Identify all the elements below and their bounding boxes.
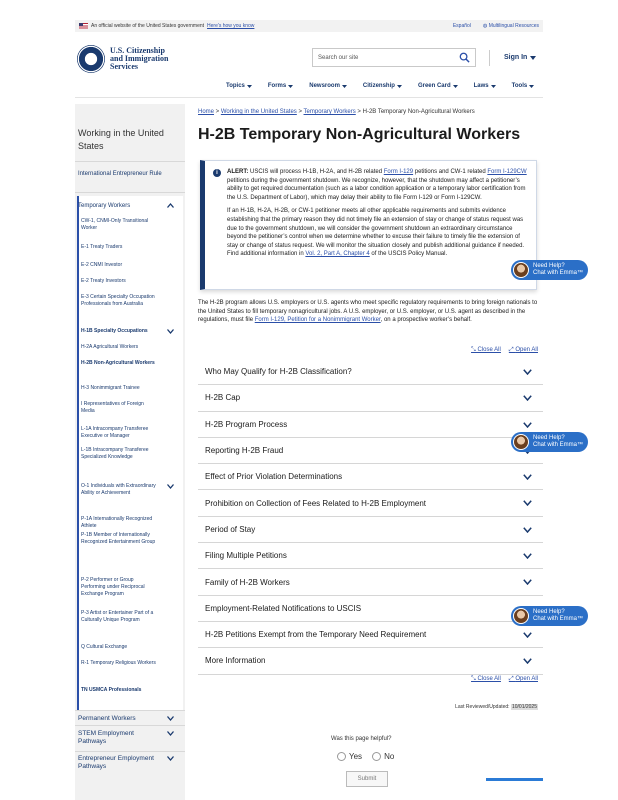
accordion-item[interactable] [198, 648, 543, 674]
last-reviewed-label: Last Reviewed/Updated: [455, 704, 510, 710]
alert-paragraph-2 [227, 207, 529, 259]
accordion-item[interactable] [198, 359, 543, 385]
nav-item-green-card[interactable] [418, 83, 458, 89]
accordion-item-title: H-2B Petitions Exempt from the Temporary Need Requirement [205, 630, 427, 640]
chevron-down-icon [523, 553, 532, 559]
sidebar-sublink[interactable]: H-3 Nonimmigrant Trainee [81, 385, 140, 391]
chat-line-1: Need Help? [533, 263, 565, 269]
chevron-down-icon[interactable] [167, 731, 174, 736]
accordion-item[interactable] [198, 464, 543, 490]
form-i129-petition-link[interactable]: Form I-129, Petition for a Nonimmigrant Worker [254, 317, 381, 324]
chevron-down-icon [529, 85, 534, 88]
chat-line-2: Chat with Emma™ [533, 442, 584, 448]
form-i129cw-link[interactable]: Form I-129CW [487, 169, 527, 175]
policy-manual-link[interactable]: Vol. 2, Part A, Chapter 4 [305, 251, 370, 258]
sidebar-sublink[interactable]: CW-1, CNMI-Only Transitional Worker [81, 218, 149, 231]
radio-circle[interactable] [337, 752, 346, 761]
breadcrumb-working[interactable]: Working in the United States [220, 109, 297, 115]
official-site-text: An official website of the United States government [91, 23, 205, 29]
sidebar-sublink[interactable]: Q Cultural Exchange [81, 644, 128, 650]
espanol-link[interactable]: Español [452, 23, 471, 29]
chevron-down-icon [523, 632, 532, 638]
accordion-item-title: More Information [205, 656, 266, 666]
accordion-item-title: Employment-Related Notifications to USCIS [205, 603, 362, 613]
chevron-down-icon [523, 658, 532, 664]
feedback-yes-radio[interactable] [337, 752, 362, 761]
close-all-label: Close All [477, 347, 501, 353]
accordion-item[interactable] [198, 569, 543, 595]
nav-item-citizenship[interactable] [363, 83, 402, 89]
sidebar-sublink[interactable]: R-1 Temporary Religious Workers [81, 660, 156, 666]
intro-text: The H-2B program allows U.S. employers or U.S. agents who meet specific regulatory requirements to bring foreign nationals to the United States to fill temporary nonagricultural jobs. A U.S. employer, or U.S. employer, or U.S. agent as described in the regulations, must file [198, 300, 538, 324]
nav-item-label: Forms [267, 83, 287, 89]
open-all-button[interactable]: ⤢ Open All [508, 347, 538, 353]
sidebar-title[interactable]: Working in the United States [78, 128, 164, 151]
accordion-item[interactable] [198, 438, 543, 464]
form-i129-link[interactable]: Form I-129 [383, 169, 414, 175]
breadcrumb-temporary[interactable]: Temporary Workers [303, 109, 356, 115]
logo-line-3: Services [110, 62, 138, 71]
accordion-item[interactable] [198, 385, 543, 411]
accordion-item-title: H-2B Program Process [205, 419, 288, 429]
alert-text: petitions and CW-1 related [413, 169, 488, 175]
sidebar-sublink[interactable]: E-2 Treaty Investors [81, 278, 126, 284]
accordion-item-title: Effect of Prior Violation Determinations [205, 472, 343, 482]
sidebar-item-permanent-workers[interactable]: Permanent Workers [78, 715, 136, 722]
sidebar-item-international-entrepreneur[interactable]: International Entrepreneur Rule [78, 171, 162, 177]
chevron-down-icon [247, 85, 252, 88]
nav-item-label: Green Card [417, 83, 451, 89]
sidebar-divider [75, 725, 185, 726]
alert-text: of the USCIS Policy Manual. [369, 251, 448, 258]
logo-line-2: and Immigration [110, 54, 169, 63]
chevron-down-icon [342, 85, 347, 88]
feedback-question: Was this page helpful? [331, 736, 392, 742]
accordion-item[interactable] [198, 622, 543, 648]
accordion-item-title: Period of Stay [205, 524, 256, 534]
sidebar-sublink[interactable]: P-1A Internationally Recognized Athlete [81, 516, 153, 529]
alert-text: If an H-1B, H-2A, H-2B, or CW-1 petitioner meets all other applicable requirements and submits evidence establishing that the primary reason they did not timely file an extension of stay or change of status request was due to the government shutdown, we will consider the government shutdown an extraordinary circumstance beyond the petitioner’s control when we determine whether to excuse their failure to timely file the extension of stay or change of status request. We will monitor the situation closely and publish additional guidance if needed. Find additional information in [227, 208, 525, 258]
close-all-button[interactable]: ⤡ Close All [471, 676, 501, 682]
sidebar-sublink[interactable]: H-1B Specialty Occupations [81, 328, 148, 334]
nav-item-label: Laws [473, 83, 489, 89]
sidebar-item-stem-pathways[interactable]: STEM Employment Pathways [78, 730, 134, 745]
chevron-down-icon[interactable] [167, 329, 174, 334]
nav-item-laws[interactable] [474, 83, 496, 89]
chevron-down-icon[interactable] [167, 484, 174, 489]
sidebar-sublink[interactable]: P-1B Member of Internationally Recognized Entertainment Group [81, 532, 156, 545]
sidebar-sublink[interactable]: P-2 Performer or Group Performing under Reciprocal Exchange Program [81, 577, 145, 597]
chevron-down-icon [523, 474, 532, 480]
alert-paragraph-1 [227, 168, 529, 202]
sidebar-divider [75, 710, 185, 711]
alert-box [200, 160, 537, 290]
accordion-item-title: Family of H-2B Workers [205, 577, 290, 587]
uscis-wordmark[interactable] [110, 47, 210, 71]
gov-banner [75, 20, 543, 32]
sidebar-sublink[interactable]: P-3 Artist or Entertainer Part of a Culturally Unique Program [81, 610, 154, 623]
chat-with-emma-button[interactable] [511, 432, 588, 452]
sidebar-sublink[interactable]: H-2A Agricultural Workers [81, 344, 139, 350]
search-input[interactable] [312, 48, 476, 67]
header-divider [489, 50, 490, 66]
chevron-down-icon [523, 395, 532, 401]
chevron-down-icon [523, 500, 532, 506]
dhs-seal-logo[interactable] [77, 45, 105, 73]
alert-text: petitions during the government shutdown. We recognize, however, that the shutdown may affect a petitioner’s ability to get required documentation (such as a labor condition application or a temporary labor certification from the U.S. Department of Labor), which may delay their ability to file Form I-129 or Form I-129CW. [227, 177, 526, 201]
last-reviewed-date: 10/01/2025 [511, 704, 537, 710]
accordion-controls-top [471, 347, 538, 354]
chevron-down-icon [523, 579, 532, 585]
chevron-down-icon [530, 56, 536, 60]
close-all-button[interactable]: ⤡ Close All [471, 347, 501, 353]
sidebar-sublink[interactable]: E-3 Certain Specialty Occupation Professionals from Australia [81, 294, 155, 307]
search-icon[interactable] [459, 52, 470, 63]
close-all-label: Close All [477, 676, 501, 682]
accordion-item[interactable] [198, 412, 543, 438]
accordion-item[interactable] [198, 543, 543, 569]
accordion-item-title: Who May Qualify for H-2B Classification? [205, 367, 352, 377]
chevron-down-icon [453, 85, 458, 88]
sidebar-sublink[interactable]: I Representatives of Foreign Media [81, 401, 144, 414]
logo-line-1: U.S. Citizenship [110, 46, 165, 55]
sidebar-sublink[interactable]: H-2B Non-Agricultural Workers [81, 360, 155, 366]
search-placeholder: Search our site [318, 54, 359, 61]
nav-item-label: Citizenship [362, 83, 395, 89]
accordion-item-title: Prohibition on Collection of Fees Related to H-2B Employment [205, 498, 426, 508]
sign-in-button[interactable] [504, 54, 536, 61]
alert-text: USCIS will process H-1B, H-2A, and H-2B related [248, 169, 384, 175]
sidebar-sublink[interactable]: TN USMCA Professionals [81, 687, 142, 693]
sidebar-sublink[interactable]: E-1 Treaty Traders [81, 244, 123, 250]
nav-item-label: Newsroom [309, 83, 340, 89]
nav-item-tools[interactable] [512, 83, 535, 89]
chevron-down-icon [491, 85, 496, 88]
nav-item-forms[interactable] [268, 83, 293, 89]
feedback-submit-button[interactable]: Submit [346, 771, 388, 787]
accordion-item[interactable] [198, 490, 543, 516]
chat-line-2: Chat with Emma™ [533, 616, 584, 622]
chevron-down-icon [523, 369, 532, 375]
intro-paragraph [198, 299, 543, 325]
info-icon: i [213, 169, 221, 177]
breadcrumb-current: H-2B Temporary Non-Agricultural Workers [362, 109, 475, 115]
no-label: No [384, 752, 395, 761]
sidebar-sublink[interactable]: L-1B Intracompany Transferee Specialized Knowledge [81, 447, 149, 460]
emma-avatar [513, 608, 529, 624]
multilingual-resources-link[interactable]: ◍ Multilingual Resources [482, 23, 539, 29]
accordion-item-title: H-2B Cap [205, 393, 241, 403]
chevron-down-icon[interactable] [167, 716, 174, 721]
bottom-accent-bar [486, 778, 543, 781]
main-navigation [226, 83, 534, 89]
intro-text: , on a prospective worker’s behalf. [380, 317, 472, 324]
open-all-label: Open All [515, 347, 538, 353]
heres-how-you-know-link[interactable]: Here's how you know [207, 23, 255, 29]
chevron-down-icon[interactable] [167, 756, 174, 761]
nav-item-label: Topics [226, 83, 245, 89]
chat-with-emma-button[interactable] [511, 606, 588, 626]
breadcrumb: Home > Working in the United States > Temporary Workers > H-2B Temporary Non-Agricultural Workers [198, 109, 475, 115]
us-flag-icon [79, 23, 88, 29]
page-title: H-2B Temporary Non-Agricultural Workers [198, 126, 521, 143]
multilingual-label: Multilingual Resources [488, 23, 539, 29]
accordion-controls-bottom [471, 676, 538, 683]
sidebar-divider [75, 192, 185, 193]
chat-with-emma-button[interactable] [511, 260, 588, 280]
accordion-item[interactable] [198, 517, 543, 543]
radio-circle[interactable] [372, 752, 381, 761]
nav-item-topics[interactable] [226, 83, 252, 89]
open-all-button[interactable]: ⤢ Open All [508, 676, 538, 682]
chevron-up-icon[interactable] [167, 203, 174, 208]
accordion [198, 359, 543, 675]
sidebar-divider [75, 161, 185, 162]
feedback-no-radio[interactable] [372, 752, 394, 761]
nav-item-label: Tools [511, 83, 528, 89]
nav-item-newsroom[interactable] [309, 83, 347, 89]
alert-label: ALERT: [227, 169, 249, 175]
accordion-item-title: Filing Multiple Petitions [205, 551, 287, 561]
breadcrumb-home[interactable]: Home [198, 109, 215, 115]
sidebar-item-entrepreneur-pathways[interactable]: Entrepreneur Employment Pathways [78, 755, 154, 770]
sign-in-label: Sign In [504, 54, 528, 61]
feedback-options [337, 752, 394, 761]
last-reviewed [455, 704, 538, 710]
chevron-down-icon [397, 85, 402, 88]
sidebar-sublink[interactable]: O-1 Individuals with Extraordinary Ability or Achievement [81, 483, 156, 496]
chat-line-1: Need Help? [533, 609, 565, 615]
chevron-down-icon [288, 85, 293, 88]
sidebar-item-temporary-workers[interactable]: Temporary Workers [78, 203, 131, 209]
sidebar [75, 104, 185, 800]
chevron-down-icon [523, 422, 532, 428]
accordion-item-title: Reporting H-2B Fraud [205, 446, 284, 456]
chevron-down-icon [523, 527, 532, 533]
open-all-label: Open All [515, 676, 538, 682]
sidebar-sublink[interactable]: L-1A Intracompany Transferee Executive or Manager [81, 426, 149, 439]
chat-line-1: Need Help? [533, 435, 565, 441]
accordion-item[interactable] [198, 596, 543, 622]
emma-avatar [513, 262, 529, 278]
sidebar-divider [75, 751, 185, 752]
sidebar-sublink[interactable]: E-2 CNMI Investor [81, 262, 123, 268]
chat-line-2: Chat with Emma™ [533, 270, 584, 276]
emma-avatar [513, 434, 529, 450]
header-rule [75, 97, 543, 98]
yes-label: Yes [349, 752, 363, 761]
